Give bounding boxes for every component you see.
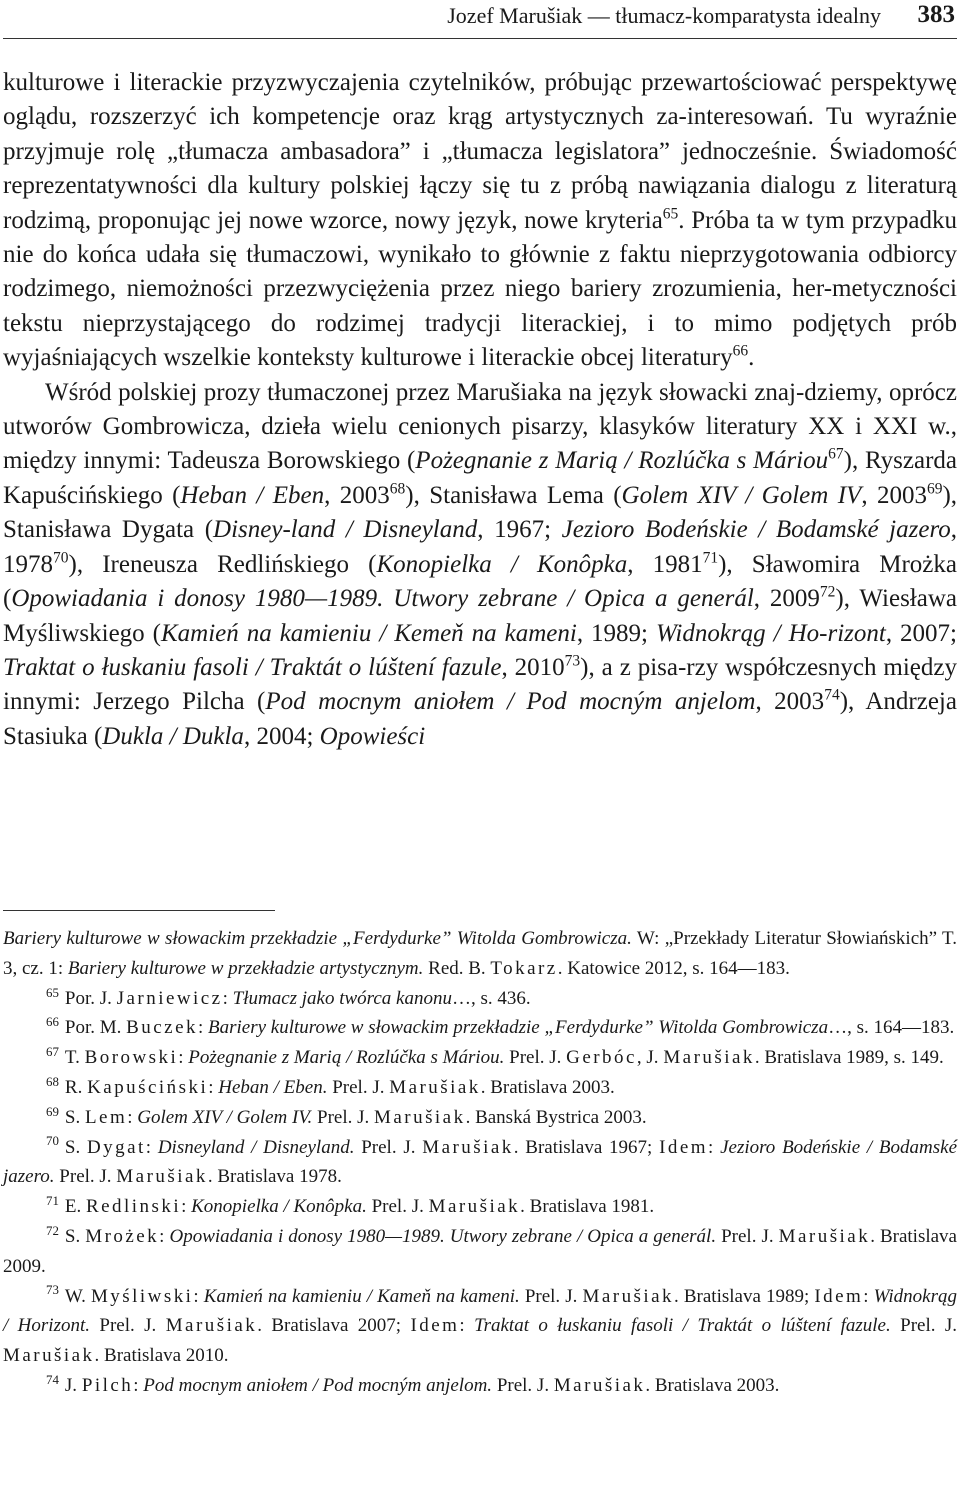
footnote-ref-65[interactable]: 65 [662, 205, 679, 223]
footnote-ref-66[interactable]: 66 [732, 342, 749, 360]
footnote-separator [3, 910, 275, 911]
footnote-67: $^{67}$ T. Borowski: Pożegnanie z Marią / Rozlúčka s Máriou. Prel. J. Gerbóc, J. Marušiak. Bratislava 1989, s. 149. [46, 1044, 944, 1069]
running-title: Jozef Marušiak — tłumacz-komparatysta idealny [447, 3, 881, 28]
running-head [3, 0, 957, 39]
footnote-65: $^{65}$ Por. J. Jarniewicz: Tłumacz jako twórca kanonu…, s. 436. [46, 984, 531, 1009]
footnote-71: $^{71}$ E. Redlinski: Konopielka / Konôpka. Prel. J. Marušiak. Bratislava 1981. [46, 1193, 655, 1218]
footnote-ref-70[interactable]: 70 [53, 549, 69, 567]
paragraph-2: Wśród polskiej prozy tłumaczonej przez Marušiaka na język słowacki znaj-dziemy, oprócz utworów Gombrowicza, dzieła wielu cenionych pisarzy, klasyków literatury XX i XXI w., między innymi: Tadeusza Borowskiego (Pożegnanie z Marią / Rozlúčka s Máriou$^{67}$), Ryszarda Kapuścińskiego (Heban / Eben, 2003$^{68}$), Stanisława Lema (Golem XIV / Golem IV, 2003$^{69}$), Stanisława Dygata (Disney-land / Disneyland, 1967; Jezioro Bodeńskie / Bodamské jazero, 1978$^{70}$), Ireneusza Redlińskiego (Konopielka / Konôpka, 1981$^{71}$), Sławomira Mrożka (Opowiadania i donosy 1980—1989. Utwory zebrane / Opica a generál, 2009$^{72}$), Wiesława Myśliwskiego (Kamień na kamieniu / Kemeň na kameni, 1989; Widnokrąg / Ho-rizont, 2007; Traktat o łuskaniu fasoli / Traktát o lúštení fazule, 2010$^{73}$), a z pisa-rzy współczesnych między innymi: Jerzego Pilcha (Pod mocnym aniołem / Pod mocným anjelom, 2003$^{74}$), Andrzeja Stasiuka (Dukla / Dukla, 2004; Opowieści [3, 378, 958, 750]
footnote-ref-67[interactable]: 67 [828, 445, 844, 463]
main-text [3, 66, 957, 754]
footnote-73: $^{73}$ W. Myśliwski: Kamień na kamieniu / Kameň na kameni. Prel. J. Marušiak. Bratislava 1989; Idem: Widnokrąg / Horizont. Prel. J. Marušiak. Bratislava 2007; Idem: Traktat o łuskaniu fasoli / Traktát o lúštení fazule. Prel. J. Marušiak. Bratislava 2010. [3, 1282, 958, 1367]
footnote-ref-68[interactable]: 68 [389, 480, 406, 498]
footnote-69: $^{69}$ S. Lem: Golem XIV / Golem IV. Prel. J. Marušiak. Banská Bystrica 2003. [46, 1103, 647, 1128]
footnote-72: $^{72}$ S. Mrożek: Opowiadania i donosy 1980—1989. Utwory zebrane / Opica a generál. Prel. J. Marušiak. Bratislava 2009. [3, 1222, 957, 1277]
footnote-ref-73[interactable]: 73 [564, 652, 581, 670]
footnote-66: $^{66}$ Por. M. Buczek: Bariery kulturowe w słowackim przekładzie „Ferdydurke” Witolda Gombrowicza…, s. 164—183. [46, 1014, 955, 1039]
footnote-continuation: Bariery kulturowe w słowackim przekładzie „Ferdydurke” Witolda Gombrowicza. W: „Przekłady Literatur Słowiańskich” T. 3, cz. 1: Bariery kulturowe w przekładzie artystycznym. Red. B. Tokarz. Katowice 2012, s. 164—183. [3, 928, 957, 979]
footnote-68: $^{68}$ R. Kapuściński: Heban / Eben. Prel. J. Marušiak. Bratislava 2003. [46, 1073, 615, 1098]
footnote-ref-72[interactable]: 72 [819, 583, 836, 601]
footnote-ref-74[interactable]: 74 [824, 686, 840, 704]
footnotes [3, 924, 957, 1401]
footnote-ref-69[interactable]: 69 [926, 480, 943, 498]
footnote-ref-71[interactable]: 71 [702, 549, 719, 567]
footnote-74: $^{74}$ J. Pilch: Pod mocnym aniołem / Pod mocným anjelom. Prel. J. Marušiak. Bratislava 2003. [46, 1371, 780, 1396]
paragraph-1: kulturowe i literackie przyzwyczajenia czytelników, próbując przewartościować perspektywę oglądu, rozszerzyć ich kompetencje oraz krąg artystycznych za-interesowań. Tu wyraźnie przyjmuje rolę „tłumacza ambasadora” i „tłumacza legislatora” jednocześnie. Świadomość reprezentatywności dla kultury polskiej łączy się tu z próbą nawiązania dialogu z literaturą rodzimą, proponując jej nowe wzorce, nowy język, nowe kryteria$^{65}$. Próba ta w tym przypadku nie do końca udała się tłumaczowi, wynikało to głównie z faktu nieprzygotowania odbiorcy rodzimego, niemożności przezwyciężenia przez niego bariery zrozumienia, her-metyczności tekstu nieprzystającego do rodzimej tradycji literackiej, i to mimo podjętych prób wyjaśniających wszelkie konteksty kulturowe i literackie obcej literatury$^{66}$. [3, 69, 957, 372]
footnote-70: $^{70}$ S. Dygat: Disneyland / Disneyland. Prel. J. Marušiak. Bratislava 1967; Idem: Jezioro Bodeńskie / Bodamské jazero. Prel. J. Marušiak. Bratislava 1978. [3, 1133, 958, 1188]
page-number: 383 [917, 1, 955, 28]
